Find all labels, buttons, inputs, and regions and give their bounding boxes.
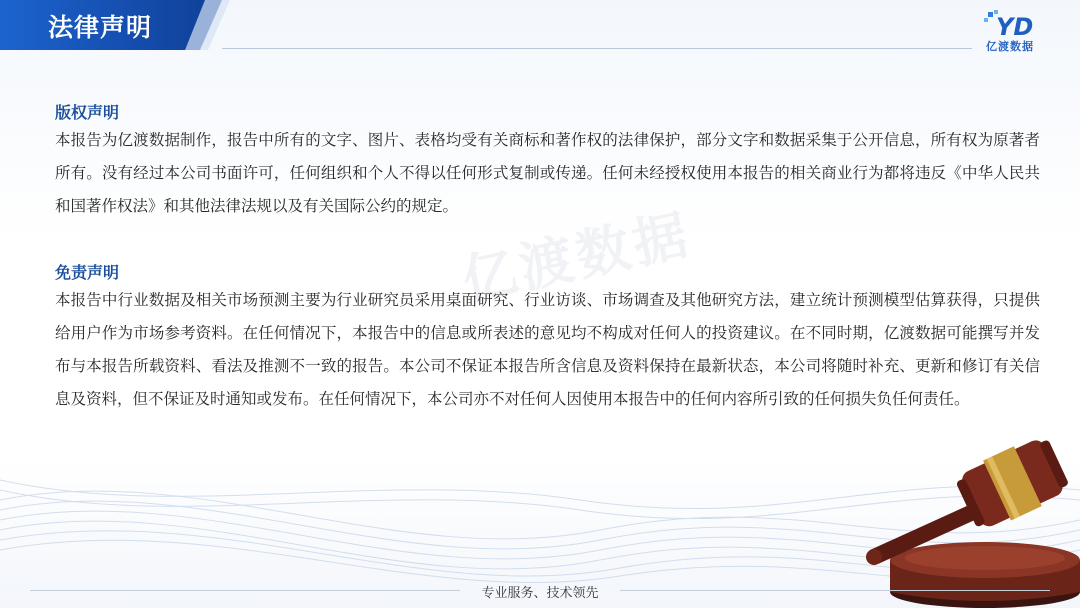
footer-divider-right xyxy=(620,590,1050,591)
page-title: 法律声明 xyxy=(48,13,153,42)
section-heading-copyright: 版权声明 xyxy=(55,103,120,122)
section-body-disclaimer: 本报告中行业数据及相关市场预测主要为行业研究员采用桌面研究、行业访谈、市场调查及其他研究方法，建立统计预测模型估算获得，只提供给用户作为市场参考资料。在任何情况下，本报告中的信息或所表述的意见均不构成对任何人的投资建议。在不同时期，亿渡数据可能撰写并发布与本报告所载资料、看法及推测不一致的报告。本公司不保证本报告所含信息及资料保持在最新状态，本公司将随时补充、更新和修订有关信息及资料，但不保证及时通知或发布。在任何情况下，本公司亦不对任何人因使用本报告中的任何内容所引致的任何损失负任何责任。 xyxy=(55,291,1040,408)
section-heading-disclaimer: 免责声明 xyxy=(55,263,120,282)
footer-divider-left xyxy=(30,590,460,591)
svg-text:YD: YD xyxy=(996,13,1034,41)
header-divider xyxy=(222,48,972,49)
watermark: 亿渡数据 xyxy=(456,202,697,313)
logo-text: 亿渡数据 xyxy=(986,40,1034,53)
footer-slogan: 专业服务、技术领先 xyxy=(481,586,599,601)
section-body-copyright: 本报告为亿渡数据制作，报告中所有的文字、图片、表格均受有关商标和著作权的法律保护，部分文字和数据采集于公开信息，所有权为原著者所有。没有经过本公司书面许可，任何组织和个人不得以任何形式复制或传递。任何未经授权使用本报告的相关商业行为都将违反《中华人民共和国著作权法》和其他法律法规以及有关国际公约的规定。 xyxy=(55,131,1040,215)
gavel-icon xyxy=(860,410,1080,608)
